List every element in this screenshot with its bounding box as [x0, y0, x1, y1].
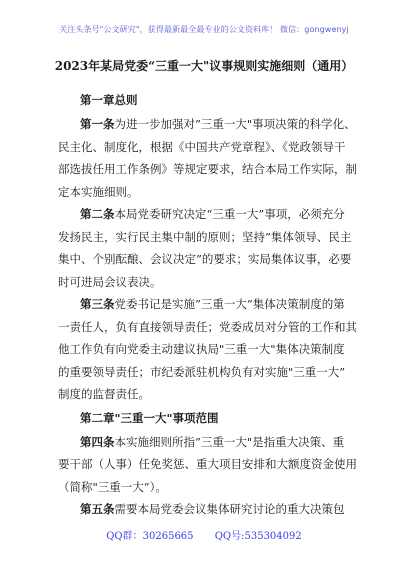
article-label: 第三条 — [80, 297, 115, 311]
article-3 — [58, 293, 358, 406]
article-3-line-3: 他工作负有向党委主动建议执局"三重一大"集体决策制度 — [58, 342, 345, 356]
article-text: 党委书记是实施”三重一大”集体决策制度的第 — [114, 297, 345, 311]
footer-contact — [0, 527, 408, 542]
article-3-line-5: 制度的监督责任。 — [58, 387, 150, 401]
document-body — [58, 88, 358, 521]
article-label: 第二条 — [80, 207, 115, 221]
article-4-line-3: （简称"三重一大”）。 — [58, 479, 167, 494]
article-1-line-4: 定本实施细则。 — [58, 184, 139, 199]
article-4 — [58, 431, 358, 499]
article-4-line-1 — [58, 431, 358, 454]
chapter-heading-2: 第二章"三重一大"事项范围 — [80, 410, 219, 425]
article-2-line-3: 集中、个别酝酿、会议决定”的要求；实局集体议事，必要 — [58, 252, 352, 266]
article-text: 为进一步加强对”三重一大"事项决策的科学化、 — [114, 117, 356, 131]
article-text: 本局党委研究决定“三重一大”事项，必须充分 — [114, 207, 345, 221]
footer-qq-number: QQ号:535304092 — [214, 531, 302, 542]
article-3-line-1 — [58, 293, 358, 316]
article-2-line-2: 发扬民主，实行民主集中制的原则；坚持”集体领导、民主 — [58, 229, 352, 244]
header-banner: 关注头条号"公文研究"，获得最新最全最专业的公文资料库！ 微信：gongwenyj — [59, 25, 349, 34]
article-text: 需要本局党委会议集体研究讨论的重大决策包 — [114, 502, 345, 516]
footer-qq-group: QQ群：30265665 — [106, 531, 194, 542]
chapter-heading-1: 第一章总则 — [80, 93, 138, 107]
article-5 — [58, 498, 358, 521]
article-2-line-4: 时可进局会议表决。 — [58, 274, 162, 289]
article-4-line-2: 要干部（人事）任免奖惩、重大项目安排和大额度资金使用 — [58, 457, 357, 471]
article-2 — [58, 203, 358, 293]
article-2-line-1 — [58, 203, 358, 226]
document-title: 2023年某局党委“三重一大"议事规则实施细则（通用） — [54, 59, 354, 73]
article-label: 第一条 — [80, 117, 115, 131]
article-label: 第四条 — [80, 434, 115, 449]
article-3-line-4: 的重要领导责任；市纪委派驻机构负有对实施"三重一大” — [58, 364, 346, 379]
article-3-line-2: 一责任人，负有直接领导责任；党委成员对分管的工作和其 — [58, 319, 357, 334]
article-1 — [58, 113, 358, 203]
article-1-line-1 — [58, 113, 358, 136]
article-label: 第五条 — [80, 502, 115, 516]
article-text: 本实施细则所指”三重一大"是指重大决策、重 — [114, 434, 345, 449]
article-1-line-2: 民主化、制度化，根据《中国共产党章程》、《党政领导干 — [58, 139, 346, 154]
article-1-line-3: 部选拔任用工作条例》等规定要求，结合本局工作实际，制 — [58, 162, 357, 176]
article-5-line-1 — [58, 498, 358, 521]
